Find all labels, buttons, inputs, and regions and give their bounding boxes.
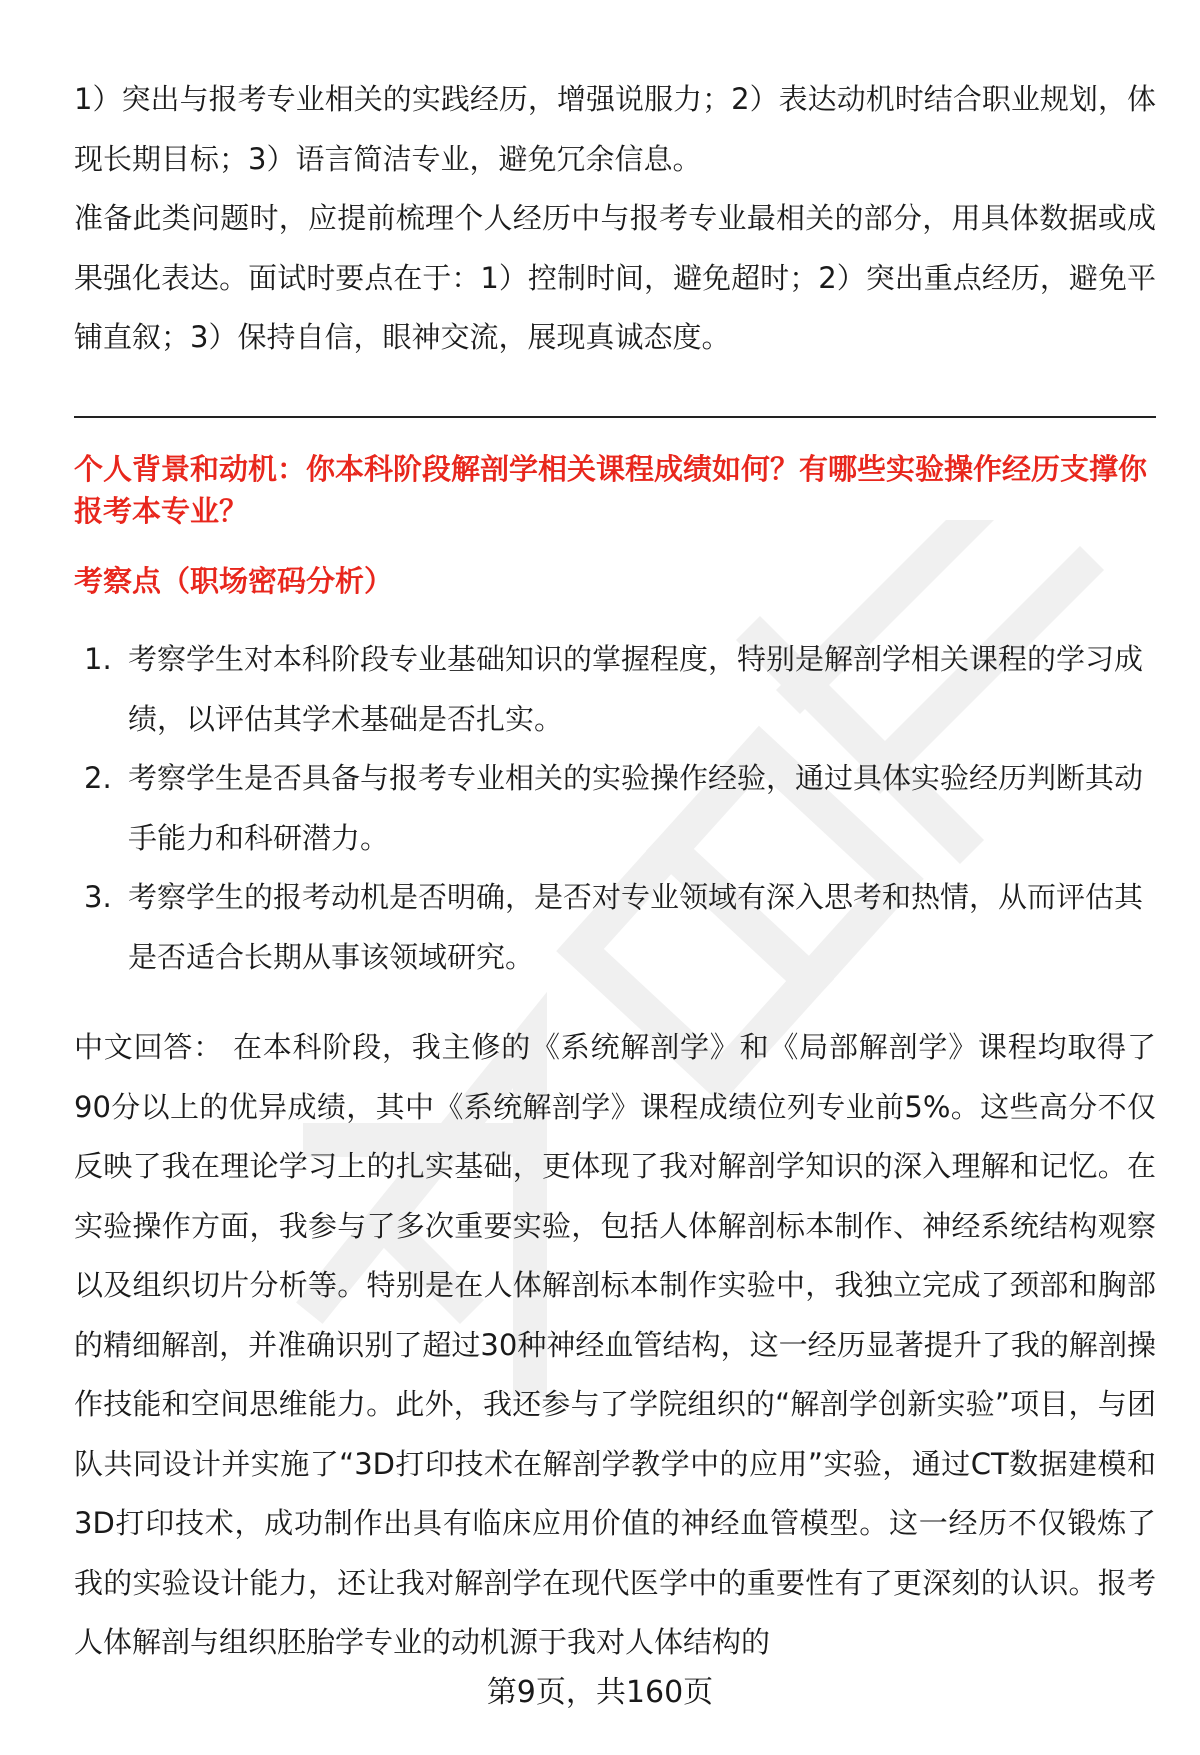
answer-paragraph: 中文回答： 在本科阶段，我主修的《系统解剖学》和《局部解剖学》课程均取得了90分以上的优异成绩，其中《系统解剖学》课程成绩位列专业前5%。这些高分不仅反映了我在理论学习上的扎实基础，更体现了我对解剖学知识的深入理解和记忆。在实验操作方面，我参与了多次重要实验，包括人体解剖标本制作、神经系统结构观察以及组织切片分析等。特别是在人体解剖标本制作实验中，我独立完成了颈部和胸部的精细解剖，并准确识别了超过30种神经血管结构，这一经历显著提升了我的解剖操作技能和空间思维能力。此外，我还参与了学院组织的“解剖学创新实验”项目，与团队共同设计并实施了“3D打印技术在解剖学教学中的应用”实验，通过CT数据建模和3D打印技术，成功制作出具有临床应用价值的神经血管模型。这一经历不仅锻炼了我的实验设计能力，还让我对解剖学在现代医学中的重要性有了更深刻的认识。报考人体解剖与组织胚胎学专业的动机源于我对人体结构的	[74, 1030, 1156, 1659]
list-item-number: 1.	[84, 642, 112, 676]
list-item	[74, 749, 1156, 868]
question-heading: 个人背景和动机：你本科阶段解剖学相关课程成绩如何？有哪些实验操作经历支撑你报考本专业？	[74, 452, 1148, 528]
list-item	[74, 868, 1156, 987]
list-item-text: 考察学生是否具备与报考专业相关的实验操作经验，通过具体实验经历判断其动手能力和科研潜力。	[128, 761, 1144, 855]
list-item-text: 考察学生的报考动机是否明确，是否对专业领域有深入思考和热情，从而评估其是否适合长期从事该领域研究。	[128, 880, 1144, 974]
intro-paragraph: 准备此类问题时，应提前梳理个人经历中与报考专业最相关的部分，用具体数据或成果强化表达。面试时要点在于：1）控制时间，避免超时；2）突出重点经历，避免平铺直叙；3）保持自信，眼神交流，展现真诚态度。	[74, 201, 1156, 354]
list-item-number: 2.	[84, 761, 112, 795]
intro-paragraph: 1）突出与报考专业相关的实践经历，增强说服力；2）表达动机时结合职业规划，体现长期目标；3）语言简洁专业，避免冗余信息。	[74, 82, 1156, 176]
page-number-footer: 第9页，共160页	[486, 1675, 714, 1710]
list-item-text: 考察学生对本科阶段专业基础知识的掌握程度，特别是解剖学相关课程的学习成绩，以评估其学术基础是否扎实。	[128, 642, 1144, 736]
analysis-heading: 考察点（职场密码分析）	[74, 564, 394, 598]
analysis-points-list	[74, 630, 1156, 987]
list-item	[74, 630, 1156, 749]
list-item-number: 3.	[84, 880, 112, 914]
section-divider	[74, 416, 1156, 418]
intro-section	[74, 70, 1156, 368]
